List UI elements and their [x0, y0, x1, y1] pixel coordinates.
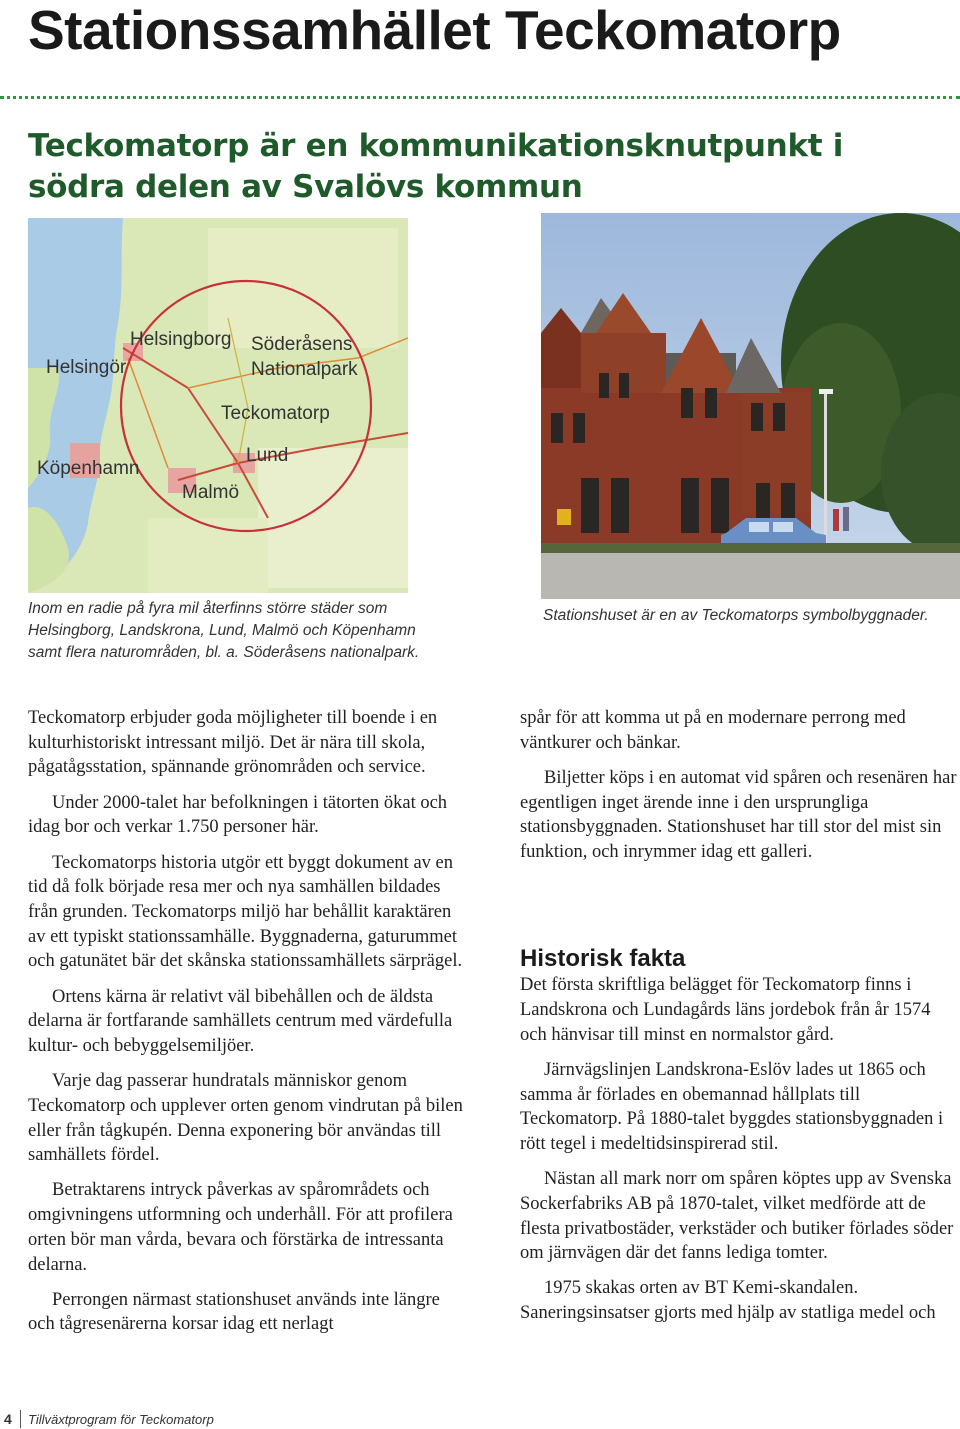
body-paragraph: Ortens kärna är relativt väl bibehållen och de äldsta delarna är fortfarande samhällets centrum med värdefulla kultur- och bebyggelsemiljöer. [28, 986, 453, 1056]
history-paragraph: Nästan all mark norr om spåren köptes upp av Svenska Sockerfabriks AB på 1870-talet, vilket medförde att de flesta privatbostäder, verkstäder och butiker förlades söder om järnvägen där det fanns lediga tomter. [520, 1169, 954, 1264]
page-subtitle: Teckomatorp är en kommunikationsknutpunkt i södra delen av Svalövs kommun [28, 128, 844, 205]
map-label-lund: Lund [246, 445, 289, 466]
map-label-nationalpark: Nationalpark [251, 359, 358, 380]
map-graphic [28, 218, 408, 593]
map-caption-line: Helsingborg, Landskrona, Lund, Malmö och Köpenhamn [28, 622, 416, 639]
map-label-teckomatorp: Teckomatorp [221, 403, 330, 424]
body-paragraph: Biljetter köps i en automat vid spåren och resenären har egentligen inget ärende inne i den ursprungliga stationsbyggnaden. Stationshuset har till stor del mist sin funktion, och inrymmer idag ett galleri. [520, 767, 957, 863]
map-label-soderasens: Söderåsens [251, 334, 353, 355]
map-label-kopenhamn: Köpenhamn [37, 458, 140, 479]
map-caption [28, 598, 498, 664]
body-paragraph: Under 2000-talet har befolkningen i tätorten ökat och idag bor och verkar 1.750 personer här. [28, 792, 448, 838]
right-text-column [520, 706, 960, 1336]
station-photo [541, 213, 960, 599]
section-heading-historisk-fakta: Historisk fakta [520, 945, 686, 973]
map-label-helsingor: Helsingör [46, 357, 127, 378]
body-paragraph: Teckomatorp erbjuder goda möjligheter till boende i en kulturhistoriskt intressant miljö. Det är nära till skola, pågatågsstation, spännande grönområden och service. [28, 708, 438, 778]
body-paragraph: Betraktarens intryck påverkas av spårområdets och omgivningens utformning och underhåll. För att profilera orten bör man vårda, bevara och förstärka de intressanta delarna. [28, 1180, 453, 1275]
map-label-helsingborg: Helsingborg [130, 329, 232, 350]
left-text-column [28, 706, 468, 1348]
history-paragraph: 1975 skakas orten av BT Kemi-skandalen. Saneringsinsatser gjorts med hjälp av statliga medel och [520, 1278, 936, 1324]
footer-text: Tillväxtprogram för Teckomatorp [28, 1412, 214, 1427]
footer-separator [20, 1410, 21, 1428]
station-graphic [541, 213, 960, 599]
body-paragraph: spår för att komma ut på en modernare perrong med väntkurer och bänkar. [520, 708, 906, 753]
map-caption-line: samt flera naturområden, bl. a. Söderåsens nationalpark. [28, 644, 420, 661]
photo-caption: Stationshuset är en av Teckomatorps symbolbyggnader. [543, 607, 929, 624]
map-label-malmo: Malmö [182, 482, 240, 503]
body-paragraph: Perrongen närmast stationshuset används inte längre och tågresenärerna korsar idag ett nerlagt [28, 1289, 440, 1335]
region-map [28, 218, 408, 593]
page-number: 4 [4, 1411, 12, 1427]
history-paragraph: Det första skriftliga belägget för Teckomatorp finns i Landskrona och Lundagårds läns jordebok från år 1574 och hänvisar till minst en normalstor gård. [520, 975, 931, 1045]
page-footer [0, 1409, 960, 1429]
body-paragraph: Varje dag passerar hundratals människor genom Teckomatorp och upplever orten genom vindrutan på bilen eller från tågkupén. Denna exponering bör användas till samhällets fördel. [28, 1071, 463, 1166]
body-paragraph: Teckomatorps historia utgör ett byggt dokument av en tid då folk började resa mer och nya samhällen bildades från grunden. Teckomatorps miljö har behållit karaktären av ett typiskt stationssamhälle. Byggnaderna, gaturummet och gatunätet bär det skånska stationssamhällets särprägel. [28, 852, 463, 972]
history-paragraph: Järnvägslinjen Landskrona-Eslöv lades ut 1865 och samma år förlades en obemannad hållplats till Teckomatorp. På 1880-talet byggdes stationsbyggnaden i rött tegel i medeltidsinspirerad stil. [520, 1059, 944, 1154]
map-caption-line: Inom en radie på fyra mil återfinns större städer som [28, 600, 388, 617]
title-divider [0, 96, 960, 99]
page-title: Stationssamhället Teckomatorp [28, 0, 841, 61]
